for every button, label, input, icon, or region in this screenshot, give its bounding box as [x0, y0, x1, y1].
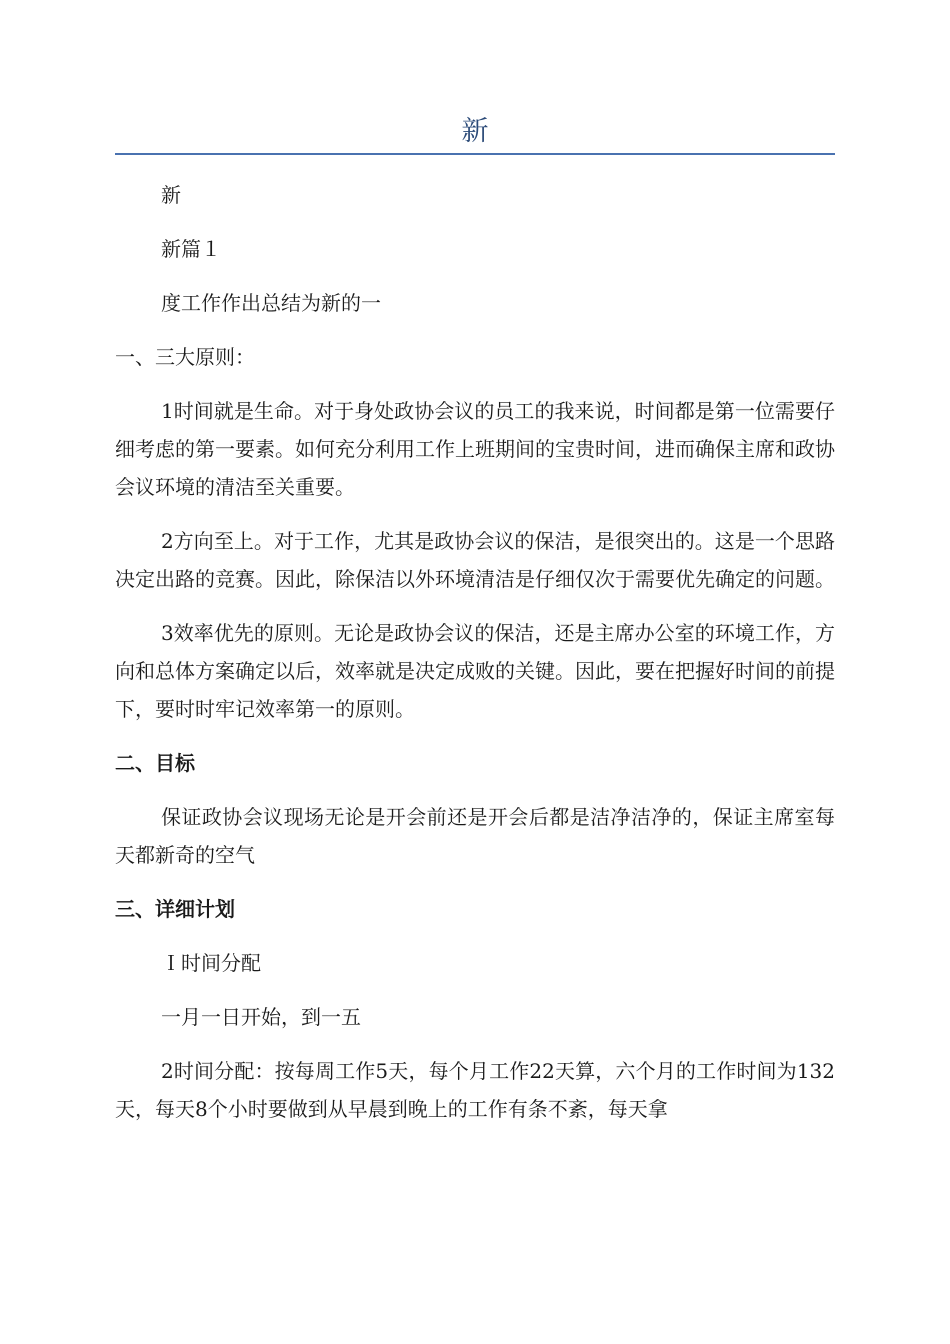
- paragraph: 度工作作出总结为新的一: [161, 291, 381, 315]
- title-divider: [115, 153, 835, 155]
- paragraph: 新: [161, 183, 181, 207]
- section-heading: 三、详细计划: [115, 897, 235, 921]
- document-body: [115, 176, 835, 1144]
- paragraph: 2时间分配：按每周工作5天，每个月工作22天算，六个月的工作时间为132天，每天8个小时要做到从早晨到晚上的工作有条不紊，每天拿: [115, 1059, 835, 1121]
- section-heading: 一、三大原则：: [115, 345, 255, 369]
- document-title: 新: [461, 116, 489, 147]
- paragraph: Ｉ时间分配: [161, 951, 261, 975]
- paragraph: 1时间就是生命。对于身处政协会议的员工的我来说，时间都是第一位需要仔细考虑的第一要素。如何充分利用工作上班期间的宝贵时间，进而确保主席和政协会议环境的清洁至关重要。: [115, 399, 835, 499]
- paragraph: 保证政协会议现场无论是开会前还是开会后都是洁净洁净的，保证主席室每天都新奇的空气: [115, 805, 835, 867]
- paragraph: 3效率优先的原则。无论是政协会议的保洁，还是主席办公室的环境工作，方向和总体方案确定以后，效率就是决定成败的关键。因此，要在把握好时间的前提下，要时时牢记效率第一的原则。: [115, 621, 835, 721]
- paragraph: 2方向至上。对于工作，尤其是政协会议的保洁，是很突出的。这是一个思路决定出路的竞赛。因此，除保洁以外环境清洁是仔细仅次于需要优先确定的问题。: [115, 529, 835, 591]
- paragraph: 新篇１: [161, 237, 221, 261]
- section-heading: 二、目标: [115, 751, 195, 775]
- paragraph: 一月一日开始，到一五: [161, 1005, 361, 1029]
